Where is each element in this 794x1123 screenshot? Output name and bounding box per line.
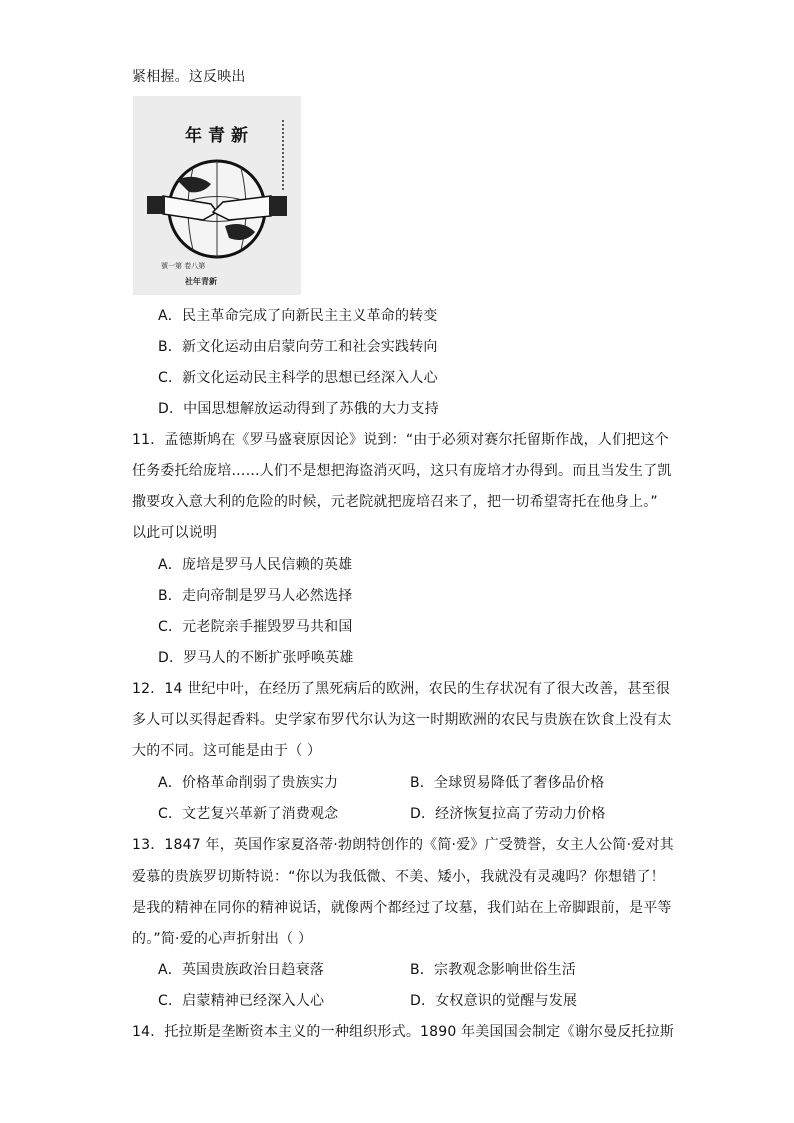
q13-option-d: D．女权意识的觉醒与发展 [410, 993, 578, 1009]
new-youth-cover-image [133, 96, 301, 295]
q10-option-a: A．民主革命完成了向新民主主义革命的转变 [158, 308, 438, 324]
q12-stem-line-3: 大的不同。这可能是由于（ ） [132, 743, 322, 759]
q12-stem-line-2: 多人可以买得起香料。史学家布罗代尔认为这一时期欧洲的农民与贵族在饮食上没有太 [132, 712, 672, 728]
q13-option-b: B．宗教观念影响世俗生活 [410, 962, 577, 978]
q13-stem-line-3: 是我的精神在同你的精神说话，就像两个都经过了坟墓，我们站在上帝脚跟前，是平等 [132, 900, 672, 916]
q13-option-c: C．启蒙精神已经深入人心 [158, 993, 325, 1009]
q12-option-d: D．经济恢复拉高了劳动力价格 [410, 806, 606, 822]
cover-title: 年青新 [185, 126, 254, 146]
question-10-stem-tail: 紧相握。这反映出 [132, 69, 246, 85]
q11-stem-line-1: 11．孟德斯鸠在《罗马盛衰原因论》说到：“由于必须对赛尔托留斯作战，人们把这个 [132, 432, 669, 448]
q11-option-c: C．元老院亲手摧毁罗马共和国 [158, 619, 353, 635]
q11-stem-line-2: 任务委托给庞培……人们不是想把海盗消灭吗，这只有庞培才办得到。而且当发生了凯 [132, 463, 672, 479]
q12-option-c: C．文艺复兴革新了消费观念 [158, 806, 339, 822]
q13-stem-line-2: 爱慕的贵族罗切斯特说：“你以为我低微、不美、矮小，我就没有灵魂吗？你想错了！ [132, 869, 665, 885]
q11-option-a: A．庞培是罗马人民信赖的英雄 [158, 557, 353, 573]
q13-option-a: A．英国贵族政治日趋衰落 [158, 962, 324, 978]
cover-publisher-line: 社年青新 [185, 276, 217, 286]
cover-issue-line: 號一第 卷八第 [161, 262, 206, 270]
q12-option-b: B．全球贸易降低了奢侈品价格 [410, 775, 605, 791]
q12-stem-line-1: 12．14 世纪中叶，在经历了黑死病后的欧洲，农民的生存状况有了很大改善，甚至很 [132, 681, 671, 697]
q10-option-b: B．新文化运动由启蒙向劳工和社会实践转向 [158, 339, 438, 355]
q12-option-a: A．价格革命削弱了贵族实力 [158, 775, 339, 791]
q14-stem-line-1: 14．托拉斯是垄断资本主义的一种组织形式。1890 年美国国会制定《谢尔曼反托拉斯 [132, 1024, 675, 1040]
q10-option-d: D．中国思想解放运动得到了苏俄的大力支持 [158, 401, 439, 417]
cover-illustration [133, 96, 301, 295]
q10-option-c: C．新文化运动民主科学的思想已经深入人心 [158, 370, 438, 386]
q13-stem-line-4: 的。”简·爱的心声折射出（ ） [132, 931, 313, 947]
q11-stem-line-4: 以此可以说明 [132, 525, 218, 541]
q11-stem-line-3: 撒要攻入意大利的危险的时候，元老院就把庞培召来了，把一切希望寄托在他身上。” [132, 494, 658, 510]
q11-option-b: B．走向帝制是罗马人必然选择 [158, 588, 353, 604]
q11-option-d: D．罗马人的不断扩张呼唤英雄 [158, 650, 354, 666]
q13-stem-line-1: 13．1847 年，英国作家夏洛蒂·勃朗特创作的《简·爱》广受赞誉，女主人公简·爱对其 [132, 837, 674, 853]
